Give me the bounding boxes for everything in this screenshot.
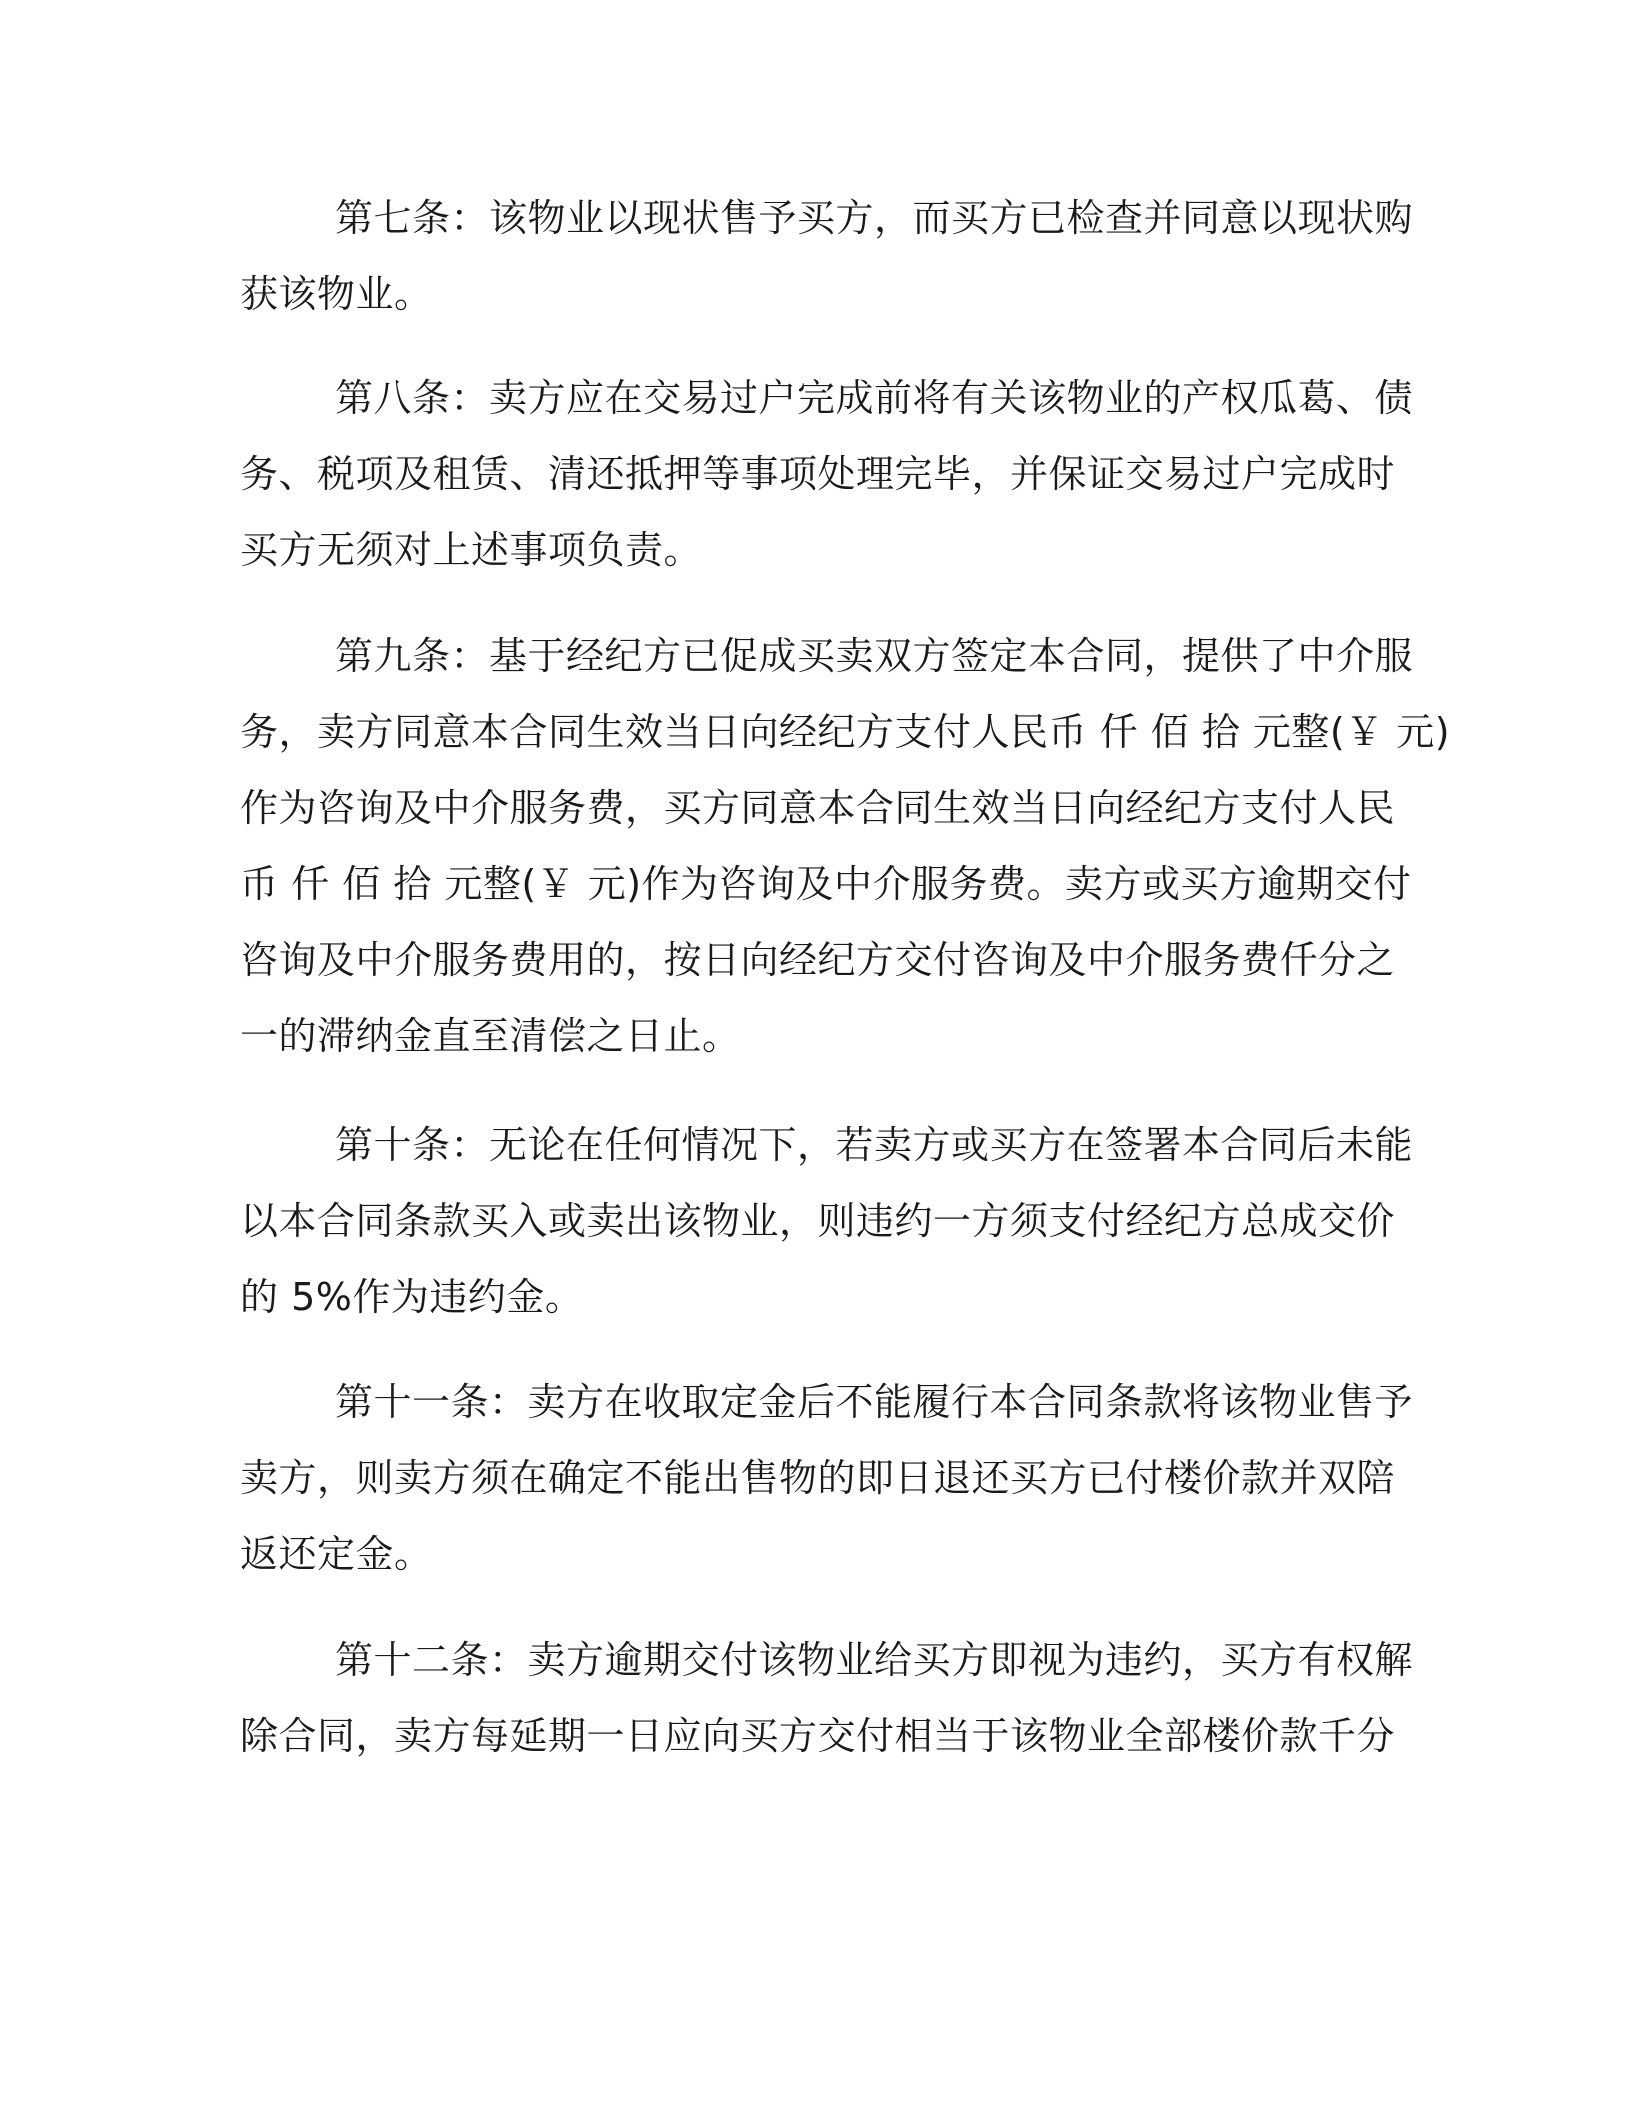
paragraph-line: 务、税项及租赁、清还抵押等事项处理完毕，并保证交易过户完成时 [240,452,1396,496]
paragraph-line: 第八条：卖方应在交易过户完成前将有关该物业的产权瓜葛、债 [335,376,1414,420]
article-12 [240,1622,1414,1774]
paragraph-line: 务，卖方同意本合同生效当日向经纪方支付人民币 仟 佰 拾 元整(￥ 元) [240,710,1451,754]
paragraph-line: 第十条：无论在任何情况下，若卖方或买方在签署本合同后未能 [335,1123,1414,1167]
paragraph-line: 的 5%作为违约金。 [240,1275,584,1319]
paragraph-line: 一的滞纳金直至清偿之日止。 [240,1014,741,1058]
paragraph-line: 获该物业。 [240,272,433,316]
article-10 [240,1107,1414,1335]
paragraph-line: 以本合同条款买入或卖出该物业，则违约一方须支付经纪方总成交价 [240,1199,1396,1243]
paragraph-line: 买方无须对上述事项负责。 [240,528,703,572]
paragraph-line: 返还定金。 [240,1532,433,1576]
paragraph-line: 咨询及中介服务费用的，按日向经纪方交付咨询及中介服务费仟分之 [240,938,1396,982]
paragraph-line: 除合同，卖方每延期一日应向买方交付相当于该物业全部楼价款千分 [240,1714,1396,1758]
paragraph-line: 卖方，则卖方须在确定不能出售物的即日退还买方已付楼价款并双陪 [240,1456,1396,1500]
paragraph-line: 作为咨询及中介服务费，买方同意本合同生效当日向经纪方支付人民 [240,786,1396,830]
article-7 [240,180,1414,332]
article-11 [240,1364,1414,1592]
paragraph-line: 第七条：该物业以现状售予买方，而买方已检查并同意以现状购 [335,196,1414,240]
paragraph-line: 第十二条：卖方逾期交付该物业给买方即视为违约，买方有权解 [335,1638,1414,1682]
article-8 [240,360,1414,588]
paragraph-line: 第九条：基于经纪方已促成买卖双方签定本合同，提供了中介服 [335,634,1414,678]
article-9 [240,618,1451,1074]
paragraph-line: 第十一条：卖方在收取定金后不能履行本合同条款将该物业售予 [335,1380,1414,1424]
paragraph-line: 币 仟 佰 拾 元整(￥ 元)作为咨询及中介服务费。卖方或买方逾期交付 [240,862,1412,906]
